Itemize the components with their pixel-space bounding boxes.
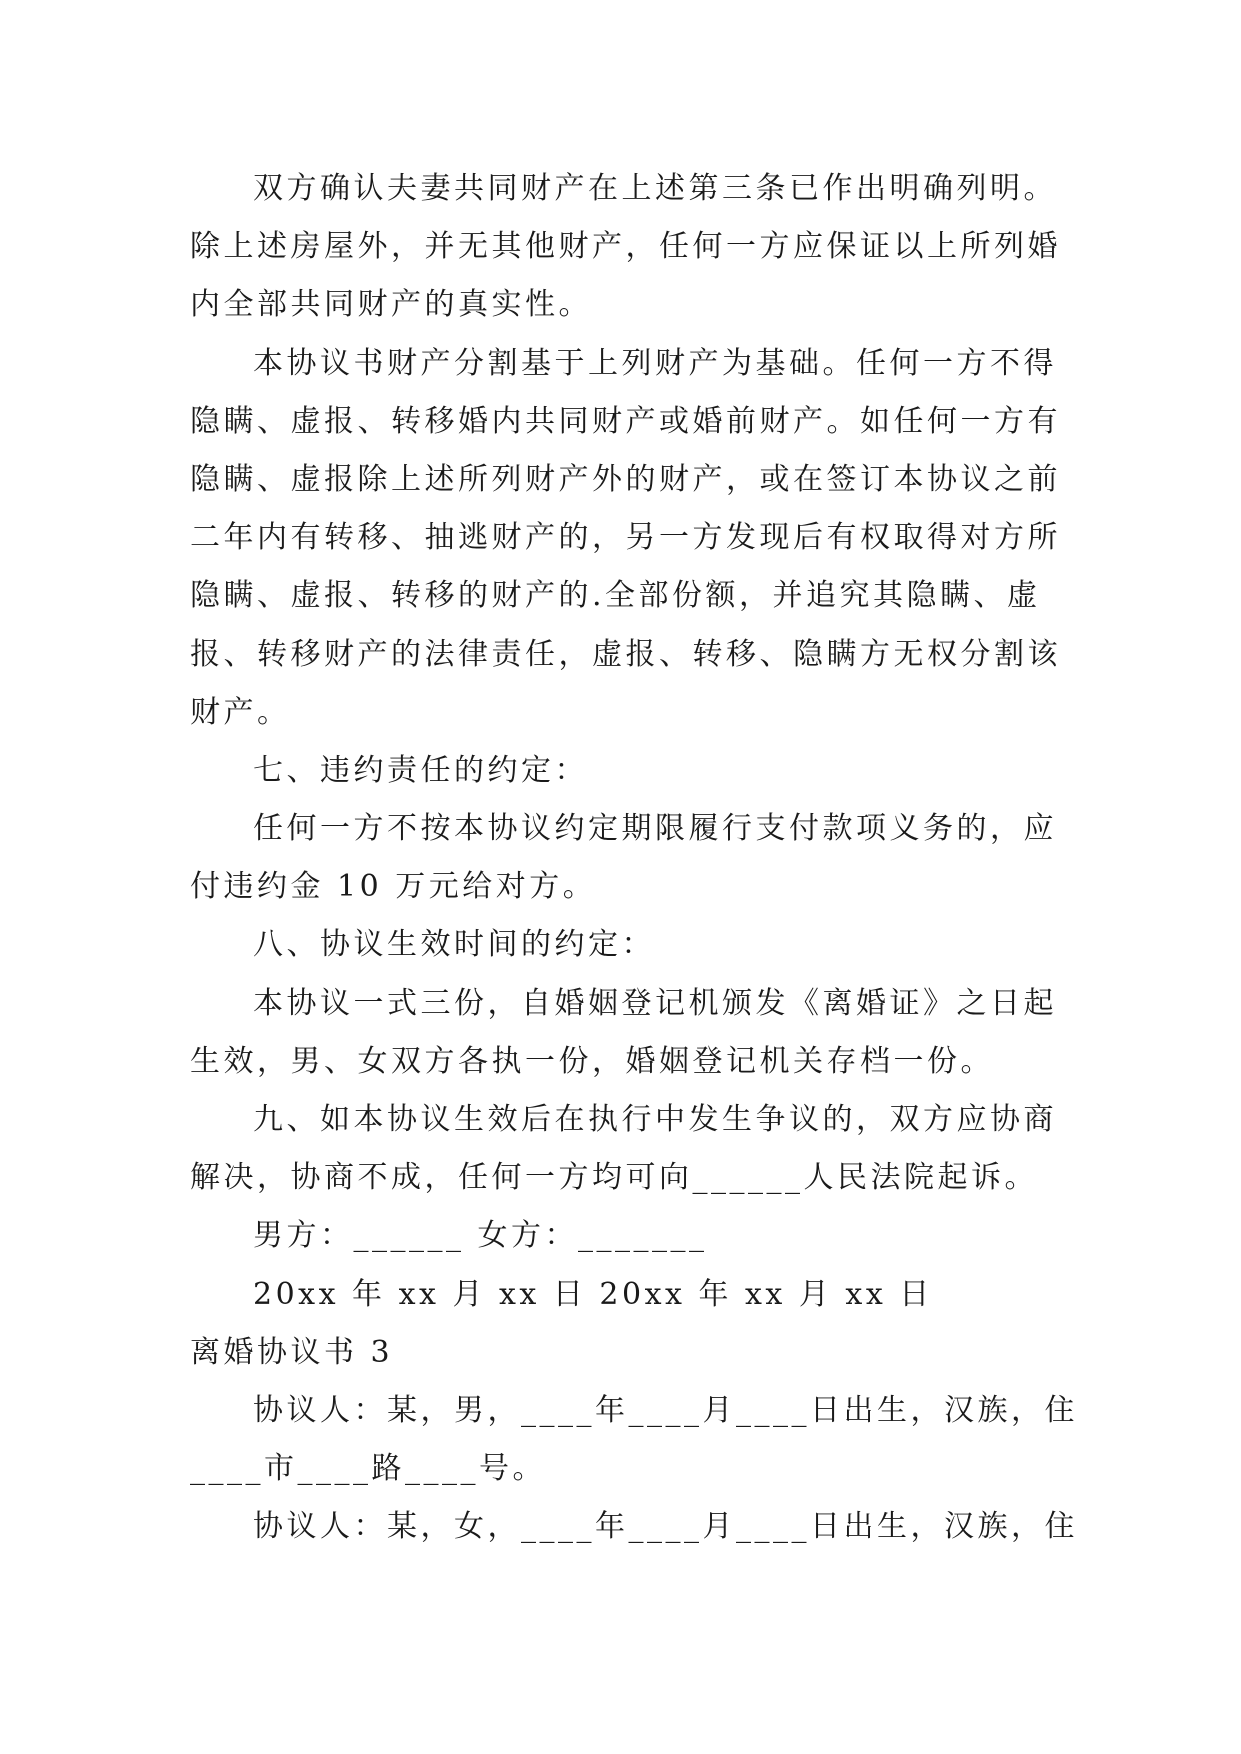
text-line: 本协议书财产分割基于上列财产为基础。任何一方不得 [253, 345, 1057, 381]
text-line: 任何一方不按本协议约定期限履行支付款项义务的，应 [253, 811, 1057, 847]
text-line: 九、如本协议生效后在执行中发生争议的，双方应协商 [253, 1102, 1057, 1137]
text-line: 生效，男、女双方各执一份，婚姻登记机关存档一份。 [190, 1043, 994, 1079]
text-line: 除上述房屋外，并无其他财产，任何一方应保证以上所列婚 [190, 229, 1061, 265]
text-line: 协议人：某，男，____年____月____日出生，汉族，住 [253, 1392, 1078, 1428]
text-line: 双方确认夫妻共同财产在上述第三条已作出明确列明。 [253, 171, 1057, 206]
text-line: 付违约金 10 万元给对方。 [190, 869, 597, 905]
text-line: 隐瞒、虚报、转移婚内共同财产或婚前财产。如任何一方有 [190, 403, 1061, 439]
text-line: 离婚协议书 3 [190, 1334, 394, 1370]
text-line: 隐瞒、虚报除上述所列财产外的财产，或在签订本协议之前 [190, 461, 1061, 497]
text-line: ____市____路____号。 [190, 1451, 546, 1487]
text-line: 20xx 年 xx 月 xx 日 20xx 年 xx 月 xx 日 [253, 1276, 933, 1312]
text-line: 二年内有转移、抽逃财产的，另一方发现后有权取得对方所 [190, 520, 1061, 556]
text-line: 财产。 [190, 694, 291, 730]
text-line: 协议人：某，女，____年____月____日出生，汉族，住 [253, 1509, 1078, 1545]
text-line: 报、转移财产的法律责任，虚报、转移、隐瞒方无权分割该 [190, 636, 1061, 672]
text-line: 隐瞒、虚报、转移的财产的.全部份额，并追究其隐瞒、虚 [190, 578, 1041, 614]
text-line: 本协议一式三份，自婚姻登记机颁发《离婚证》之日起 [253, 985, 1057, 1021]
text-line: 内全部共同财产的真实性。 [190, 287, 592, 323]
text-line: 男方：______ 女方：_______ [253, 1218, 708, 1254]
text-line: 七、违约责任的约定： [253, 752, 588, 788]
document-body [190, 160, 1078, 1557]
text-line: 八、协议生效时间的约定： [253, 927, 655, 963]
text-line: 解决，协商不成，任何一方均可向______人民法院起诉。 [190, 1160, 1038, 1196]
